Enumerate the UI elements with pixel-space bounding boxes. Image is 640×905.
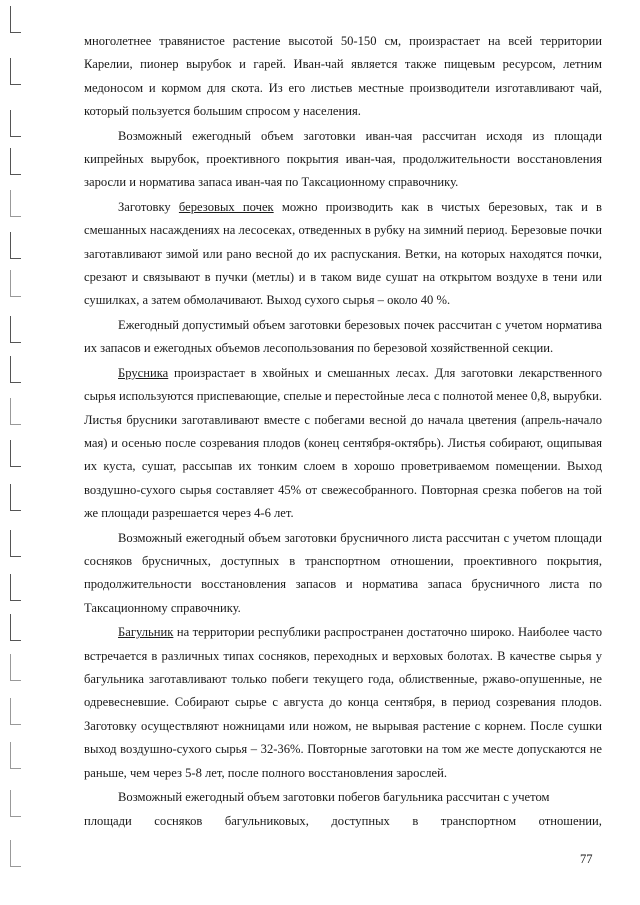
paragraph-ledum [84, 621, 602, 785]
binding-mark [10, 58, 21, 85]
binding-mark [10, 840, 21, 867]
document-body [84, 30, 602, 834]
paragraph-ledum-volume: Возможный ежегодный объем заготовки побегов багульника рассчитан с учетом [118, 790, 550, 804]
last-line-word: отношении, [538, 814, 602, 829]
binding-mark [10, 270, 21, 297]
binding-mark [10, 698, 21, 725]
lingonberry-body: произрастает в хвойных и смешанных лесах. Для заготовки лекарственного сырья используются приспевающие, спелые и перестойные леса с полнотой менее 0,8, вырубки. Листья брусники заготавливают вместе с побегами весной до начала цветения (апрель-начало мая) и осенью после созревания плодов (конец сентября-октябрь). Листья собирают, ощипывая их куста, сушат, рассыпав их тонким слоем в хорошо проветриваемом помещении. Выход воздушно-сухого сырья составляет 45% от свежесобранного. Повторная срезка побегов на той же площади разрешается через 4-6 лет. [84, 365, 602, 521]
paragraph-lingonberry [84, 362, 602, 526]
paragraph-lingonberry-volume: Возможный ежегодный объем заготовки брусничного листа рассчитан с учетом площади сосняков брусничных, доступных в транспортном отношении, проективного покрытия, продолжительности восстановления запасов и норматива запаса брусничного листа по Таксационному справочнику. [84, 530, 602, 615]
term-ledum: Багульник [118, 625, 174, 640]
paragraph-ivan-chai-description: многолетнее травянистое растение высотой 50-150 см, произрастает на всей территории Карелии, пионер вырубок и гарей. Иван-чай является также пищевым ресурсом, летним медоносом и кормом для скота. Из его листьев местные производители изготавливают чай, который пользуется большим спросом у населения. [84, 34, 602, 119]
birch-buds-pre: Заготовку [118, 199, 179, 214]
paragraph-birch-buds-volume: Ежегодный допустимый объем заготовки березовых почек рассчитан с учетом норматива их запасов и ежегодных объемов лесопользования по березовой хозяйственной секции. [84, 317, 602, 356]
term-birch-buds: березовых почек [178, 199, 274, 214]
binding-mark [10, 614, 21, 641]
binding-mark [10, 110, 21, 137]
binding-marks [0, 0, 40, 905]
binding-mark [10, 440, 21, 467]
last-line-word: в [412, 814, 419, 829]
last-line-word: транспортном [440, 814, 517, 829]
binding-mark [10, 398, 21, 425]
term-lingonberry: Брусника [118, 365, 169, 380]
binding-mark [10, 574, 21, 601]
binding-mark [10, 742, 21, 769]
binding-mark [10, 790, 21, 817]
last-line-word: багульниковых, [224, 814, 309, 829]
paragraph-ivan-chai-volume: Возможный ежегодный объем заготовки иван-чая рассчитан исходя из площади кипрейных вырубок, проективного покрытия иван-чая, продолжительности восстановления заросли и норматива запаса иван-чая по Таксационному справочнику. [84, 128, 602, 190]
paragraph-ledum-volume-continuation [84, 810, 602, 833]
last-line-word: доступных [331, 814, 390, 829]
birch-buds-body: можно производить как в чистых березовых, так и в смешанных насаждениях на лесосеках, отведенных в рубку на зимний период. Березовые почки заготавливают зимой или рано весной до их распускания. Ветки, на которых находятся почки, срезают и связывают в пучки (метлы) и в таком виде сушат на открытом воздухе в тени или сушилках, а затем обмолачивают. Выход сухого сырья – около 40 %. [84, 199, 602, 308]
binding-mark [10, 316, 21, 343]
ledum-body: на территории республики распространен достаточно широко. Наиболее часто встречается в различных типах сосняков, переходных и верховых болотах. В качестве сырья у багульника заготавливают только побеги текущего года, облиственные, ржаво-опушенные, не одревесневшие. Собирают сырье с августа до конца сентября, в период созревания плодов. Заготовку осуществляют ножницами или ножом, не вырывая растение с корнем. После сушки выход воздушно-сухого сырья – 32-36%. Повторные заготовки на том же месте допускаются не раньше, чем через 5-8 лет, после полного восстановления зарослей. [84, 625, 602, 780]
paragraph-birch-buds [84, 196, 602, 313]
binding-mark [10, 190, 21, 217]
binding-mark [10, 654, 21, 681]
binding-mark [10, 530, 21, 557]
last-line-word: сосняков [154, 814, 203, 829]
page-number: 77 [580, 852, 593, 866]
binding-mark [10, 148, 21, 175]
binding-mark [10, 232, 21, 259]
binding-mark [10, 6, 21, 33]
binding-mark [10, 484, 21, 511]
binding-mark [10, 356, 21, 383]
last-line-word: площади [84, 814, 132, 829]
